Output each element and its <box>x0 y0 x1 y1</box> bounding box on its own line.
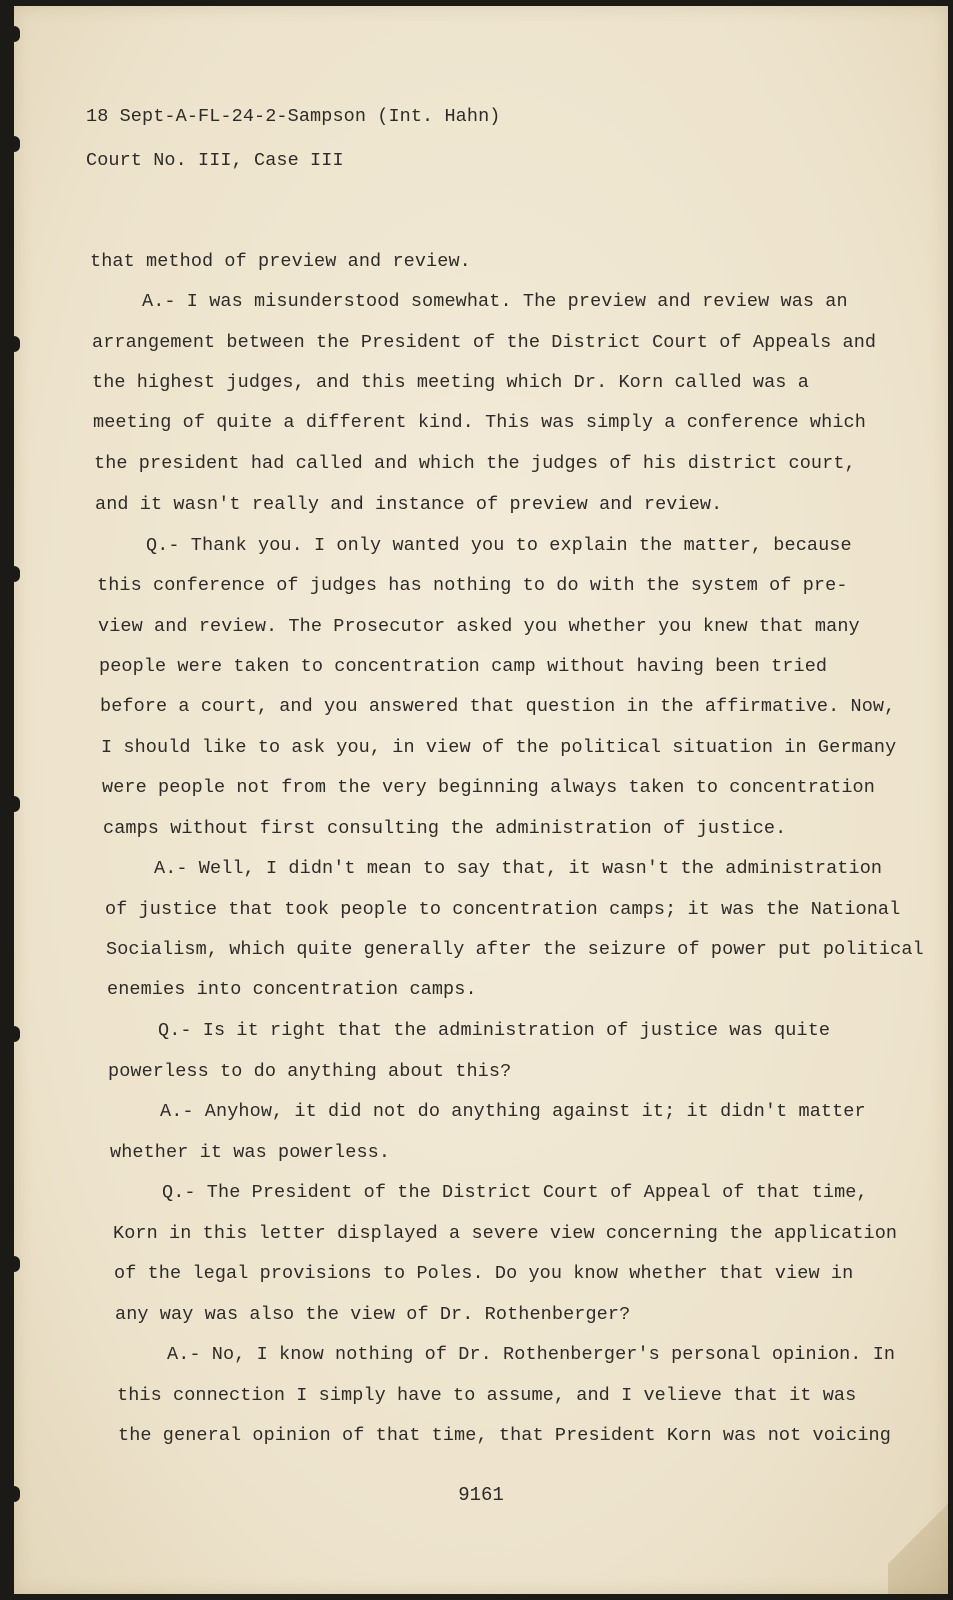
text-line: and it wasn't really and instance of preview and review. <box>95 494 723 515</box>
punch-hole <box>14 1026 20 1042</box>
text-line: before a court, and you answered that question in the affirmative. Now, <box>100 696 896 717</box>
text-line: this conference of judges has nothing to do with the system of pre- <box>97 575 848 596</box>
text-line: arrangement between the President of the District Court of Appeals and <box>92 332 877 353</box>
text-line: this connection I simply have to assume, and I velieve that it was <box>117 1385 857 1406</box>
text-line: Q.- Thank you. I only wanted you to explain the matter, because <box>146 535 852 556</box>
text-line: that method of preview and review. <box>90 251 471 272</box>
punch-hole <box>14 136 20 152</box>
text-line: powerless to do anything about this? <box>108 1061 512 1082</box>
text-line: A.- Well, I didn't mean to say that, it wasn't the administration <box>154 858 883 879</box>
text-line: A.- I was misunderstood somewhat. The preview and review was an <box>142 291 848 312</box>
punch-hole <box>14 796 20 812</box>
punch-hole <box>14 26 20 42</box>
text-line: A.- No, I know nothing of Dr. Rothenberger's personal opinion. In <box>167 1344 896 1365</box>
text-line: enemies into concentration camps. <box>107 979 477 1000</box>
document-page <box>14 6 948 1594</box>
text-line: Q.- Is it right that the administration of justice was quite <box>158 1020 831 1041</box>
text-line: the president had called and which the judges of his district court, <box>94 453 856 474</box>
text-line: any way was also the view of Dr. Rothenberger? <box>115 1304 631 1325</box>
text-line: people were taken to concentration camp without having been tried <box>99 656 828 677</box>
text-line: camps without first consulting the administration of justice. <box>103 818 787 839</box>
text-line: the highest judges, and this meeting which Dr. Korn called was a <box>92 372 809 393</box>
document-header-line2: Court No. III, Case III <box>86 150 344 171</box>
text-line: the general opinion of that time, that President Korn was not voicing <box>118 1425 891 1446</box>
text-line: I should like to ask you, in view of the political situation in Germany <box>101 737 897 758</box>
text-line: Socialism, which quite generally after the seizure of power put political <box>106 939 924 960</box>
text-line: A.- Anyhow, it did not do anything against it; it didn't matter <box>160 1101 866 1122</box>
page-number: 9161 <box>458 1484 504 1506</box>
text-line: Q.- The President of the District Court of Appeal of that time, <box>162 1182 868 1203</box>
document-header-line1: 18 Sept-A-FL-24-2-Sampson (Int. Hahn) <box>86 106 501 127</box>
punch-hole <box>14 336 20 352</box>
text-line: of justice that took people to concentration camps; it was the National <box>105 899 901 920</box>
text-line: Korn in this letter displayed a severe view concerning the application <box>113 1223 898 1244</box>
text-line: meeting of quite a different kind. This was simply a conference which <box>93 412 866 433</box>
paper-corner <box>888 1474 948 1594</box>
text-line: whether it was powerless. <box>110 1142 391 1163</box>
punch-hole <box>14 566 20 582</box>
text-line: view and review. The Prosecutor asked you whether you knew that many <box>98 616 860 637</box>
text-line: were people not from the very beginning always taken to concentration <box>102 777 875 798</box>
punch-hole <box>14 1256 20 1272</box>
text-line: of the legal provisions to Poles. Do you know whether that view in <box>114 1263 854 1284</box>
